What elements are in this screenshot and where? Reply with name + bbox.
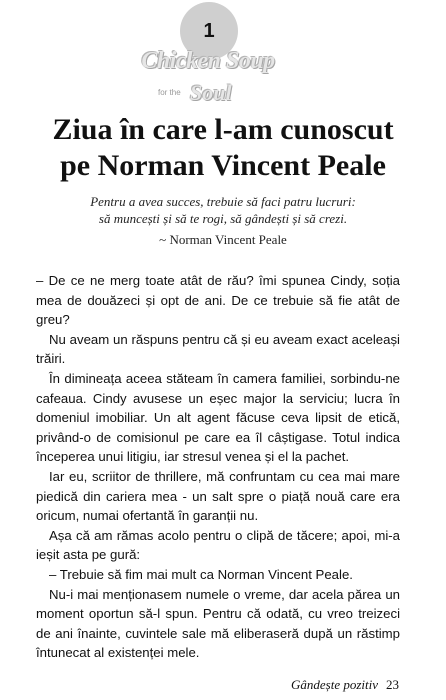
body-paragraph: Nu-i mai menționasem numele o vreme, dar acela părea un moment oportun să-l spun. Pentru că odată, cu vreo treizeci de ani înainte, cuvintele sale mă eliberaseră după un răstimp întunecat al existenței mele. bbox=[36, 586, 400, 661]
running-book-title: Gândește pozitiv bbox=[290, 677, 378, 692]
chapter-number: 1 bbox=[203, 19, 215, 42]
logo-sub-text: Soul bbox=[190, 80, 232, 105]
body-paragraph: – De ce ne merg toate atât de rău? îmi spunea Cindy, soția mea de douăzeci și opt de ani. De ce trebuie să fie atât de greu? bbox=[36, 273, 400, 328]
chapter-title bbox=[0, 112, 446, 184]
body-paragraph: În dimineața aceea stăteam în camera familiei, sorbindu-ne cafeaua. Cindy avusese un eșec major la serviciu; lucra în domeniul imobiliar. Un alt agent făcuse ceva lipsit de etică, privând-o de comisionul pe care ea îl câștigase. Totul indica începerea unui litigiu, iar stresul venea și el la pachet. bbox=[36, 370, 400, 465]
quote-line-2: să muncești și să te rogi, să gândești și să crezi. bbox=[98, 211, 348, 226]
chapter-title-line-2: pe Norman Vincent Peale bbox=[60, 149, 386, 182]
body-paragraph: Iar eu, scriitor de thrillere, mă confruntam cu cea mai mare piedică din cariera mea - un salt spre o piață nouă care era oricum, numai ofertantă în garanții nu. bbox=[36, 468, 400, 524]
body-paragraph: Așa că am rămas acolo pentru o clipă de tăcere; apoi, mi-a ieșit asta pe gură: bbox=[36, 527, 400, 563]
page-footer bbox=[291, 677, 399, 693]
logo-main-text: Chicken Soup bbox=[141, 48, 275, 74]
page-number: 23 bbox=[386, 677, 399, 692]
epigraph-quote bbox=[0, 193, 446, 227]
quote-line-1: Pentru a avea succes, trebuie să faci patru lucruri: bbox=[90, 194, 356, 209]
chapter-body bbox=[36, 271, 400, 663]
body-paragraph: Nu aveam un răspuns pentru că și eu aveam exact aceleași trăiri. bbox=[36, 331, 400, 367]
logo-small-text: for the bbox=[158, 88, 181, 97]
chicken-soup-logo bbox=[128, 46, 288, 106]
quote-attribution: ~ Norman Vincent Peale bbox=[159, 232, 287, 247]
chapter-title-line-1: Ziua în care l-am cunoscut bbox=[52, 113, 394, 146]
body-paragraph: – Trebuie să fim mai mult ca Norman Vincent Peale. bbox=[49, 566, 353, 582]
